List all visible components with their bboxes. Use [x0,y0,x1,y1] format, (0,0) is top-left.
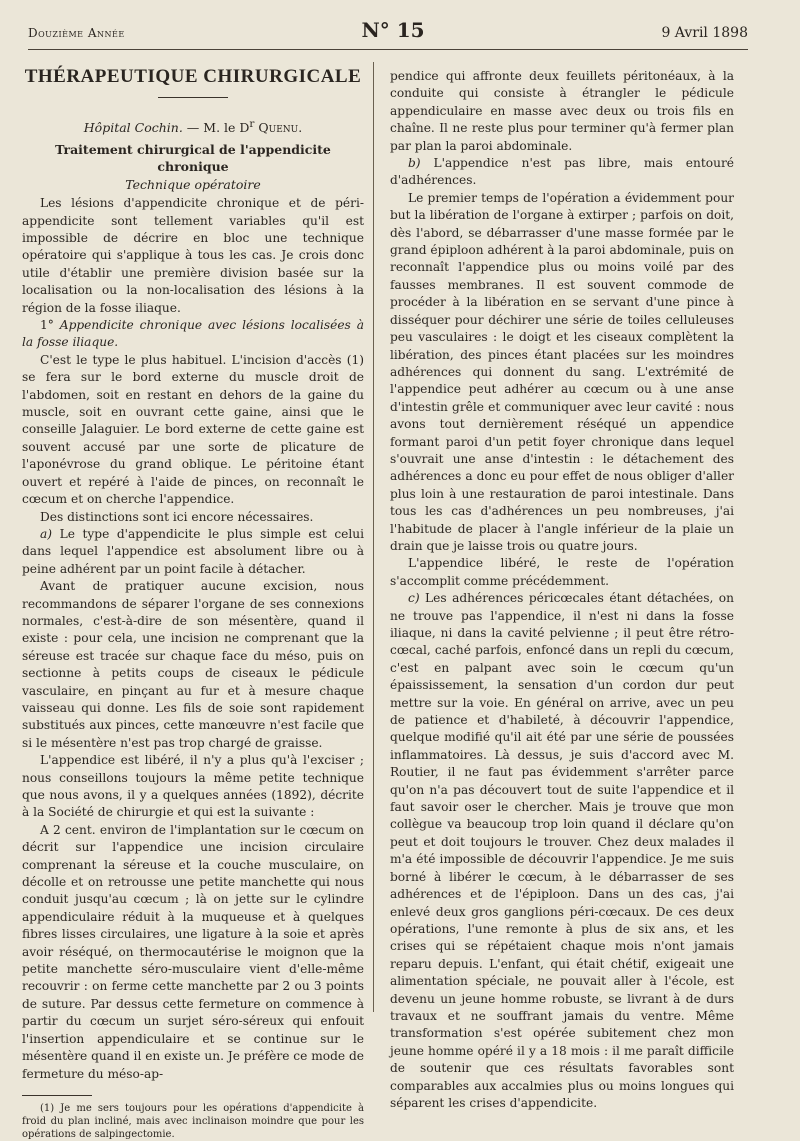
byline-hospital: Hôpital Cochin. [83,120,183,136]
byline-sup: r [249,118,255,131]
item-label: b) [408,156,421,171]
paragraph: Des distinctions sont ici encore nécessaires. [40,509,314,524]
header-date: 9 Avril 1898 [661,25,748,41]
header-year: Douzième Année [28,26,125,40]
section-heading [22,317,364,352]
header-issue-number: N° 15 [361,18,425,42]
item-label: a) [40,526,53,541]
footnote: (1) Je me sers toujours pour les opérations d'appendicite à froid du plan incliné, mais avec inclinaison moindre que pour les opérations de salpingectomie. [22,1102,364,1140]
paragraph [22,526,364,578]
item-text: Les adhérences péricœcales étant détachées, on ne trouve pas l'appendice, il n'est ni dans la fosse iliaque, ni dans la cavité pelvienne ; il peut être rétro-cœcal, caché parfois, enfoncé dans un repli du cœcum, c'est en palpant avec soin le cœcum qu'un épaississement, la sensation d'un cordon dur peut mettre sur la voie. En général on arrive, avec un peu de patience et d'habileté, à découvrir l'appendice, quelque modifié qu'il ait été par une série de poussées inflammatoires. Là dessus, je suis d'accord avec M. Routier, il ne faut pas évidemment s'arrêter parce qu'on n'a pas découvert tout de suite l'appendice et il faut savoir oser le chercher. Mais je trouve que mon collègue va beaucoup trop loin quand il déclare qu'on peut et doit toujours le trouver. Chez deux malades il m'a été impossible de découvrir l'appendice. Je me suis borné à libérer le cœcum, à le débarrasser de ses adhérences et de l'épiploon. Dans un des cas, j'ai enlevé deux gros ganglions péri-cœcaux. De ces deux opérations, l'une remonte à plus de six ans, et les crises qui se répétaient chaque mois n'ont jamais reparu depuis. L'enfant, qui était chétif, exigeait une alimentation spéciale, ne pouvait aller à l'école, est devenu un jeune homme robuste, se livrant à de durs travaux et ne souffrant jamais du ventre. Même transformation s'est opérée subitement chez mon jeune homme opéré il y a 18 mois : il me paraît difficile de soutenir que ces résultats favorables sont comparables aux accalmies plus ou moins longues qui séparent les crises d'appendicite. [390,591,734,1110]
header-rule [28,49,748,50]
item-label: c) [408,591,420,606]
paragraph: pendice qui affronte deux feuillets péritonéaux, à la conduite qui consiste à étrangler le pédicule appendiculaire en masse avec deux ou trois fils en chaîne. Il ne reste plus pour terminer qu'à fermer plan par plan la paroi abdominale. [390,69,734,153]
section-title: Appendicite chronique avec lésions localisées à la fosse iliaque. [22,318,364,350]
column-divider [373,62,374,1012]
paragraph: L'appendice est libéré, il n'y a plus qu'à l'exciser ; nous conseillons toujours la même petite technique que nous avons, il y a quelques années (1892), décrite à la Société de chirurgie et qui est la suivante : [22,753,364,820]
byline [22,116,364,137]
paragraph [390,590,734,1112]
paragraph: C'est le type le plus habituel. L'incision d'accès (1) se fera sur le bord externe du muscle droit de l'abdomen, soit en restant en dehors de la gaine du muscle, soit en ouvrant cette gaine, ainsi que le conseille Jalaguier. Le bord externe de cette gaine est souvent accusé par une sorte de plicature de l'aponévrose du grand oblique. Le péritoine étant ouvert et repéré à l'aide de pinces, on reconnaît le cœcum et on cherche l'appendice. [22,352,364,507]
byline-author: Quenu. [254,120,303,136]
paragraph: A 2 cent. environ de l'implantation sur le cœcum on décrit sur l'appendice une incision circulaire comprenant la séreuse et la couche musculaire, on décolle et on retrousse une petite manchette qui nous conduit jusqu'au cœcum ; là on jette sur le cylindre appendiculaire réduit à la muqueuse et à quelques fibres lisses circulaires, une ligature à la soie et après avoir réséqué, on thermocautérise le moignon que la petite manchette séro-musculaire vient d'elle-même recouvrir : on ferme cette manchette par 2 ou 3 points de suture. Par dessus cette fermeture on commence à partir du cœcum un surjet séro-séreux qui enfouit l'insertion appendiculaire et se continue sur le mésentère quand il en existe un. Je préfère ce mode de fermeture du méso-ap- [22,822,364,1081]
right-column [390,68,734,1112]
byline-separator: — M. le D [182,120,250,136]
paragraph: Avant de pratiquer aucune excision, nous recommandons de séparer l'organe de ses connexions normales, c'est-à-dire de son mésentère, quand il existe : pour cela, une incision ne comprenant que la séreuse est tracée sur chaque face du méso, puis on sectionne à petits coups de ciseaux le pédicule vasculaire, en pinçant au fur et à mesure chaque vaisseau qui donne. Les fils de soie sont rapidement substitués aux pinces, cette manœuvre n'est facile que si le mésentère n'est pas trop chargé de graisse. [22,579,364,750]
section-number: 1° [40,318,54,333]
title-rule [158,97,228,98]
running-header [28,18,748,46]
article-title: THÉRAPEUTIQUE CHIRURGICALE [24,66,362,87]
item-text: L'appendice n'est pas libre, mais entouré d'adhérences. [390,156,734,188]
left-column [22,62,364,1141]
article-subhead: Traitement chirurgical de l'appendicite chronique [55,141,331,175]
paragraph [390,155,734,190]
paragraph: Les lésions d'appendicite chronique et de péri-appendicite sont tellement variables qu'il est impossible de décrire en bloc une technique opératoire qui s'applique à tous les cas. Je crois donc utile d'établir une première division basée sur la localisation ou la non-localisation des lésions à la région de la fosse iliaque. [22,196,364,315]
footnote-rule [22,1095,92,1096]
paragraph: L'appendice libéré, le reste de l'opération s'accomplit comme précédemment. [390,556,734,588]
paragraph: Le premier temps de l'opération a évidemment pour but la libération de l'organe à extirper ; parfois on doit, dès l'abord, se débarrasser d'une masse formée par le grand épiploon adhérent à la paroi abdominale, puis on reconnaît l'appendice plus ou moins voilé par des fausses membranes. Il est souvent commode de procéder à la libération en se servant d'une pince à disséquer pour déchirer une série de toiles celluleuses peu vasculaires : le doigt et les ciseaux complètent la libération, des pinces étant placées sur les moindres adhérences qui donnent du sang. L'extrémité de l'appendice peut adhérer au cœcum ou à une anse d'intestin grêle et communiquer avec leur cavité : nous avons tout dernièrement réséqué un appendice formant paroi d'un petit foyer chronique dans lequel s'ouvrait une anse d'intestin : le détachement des adhérences a donc eu pour effet de nous obliger d'aller plus loin à une restauration de paroi intestinale. Dans tous les cas d'adhérences un peu nombreuses, j'ai l'habitude de placer à l'angle inférieur de la plaie un drain que je laisse trois ou quatre jours. [390,190,734,553]
item-text: Le type d'appendicite le plus simple est celui dans lequel l'appendice est absolument libre ou à peine adhérent par un point facile à détacher. [22,526,364,576]
article-subsubhead: Technique opératoire [125,176,261,192]
